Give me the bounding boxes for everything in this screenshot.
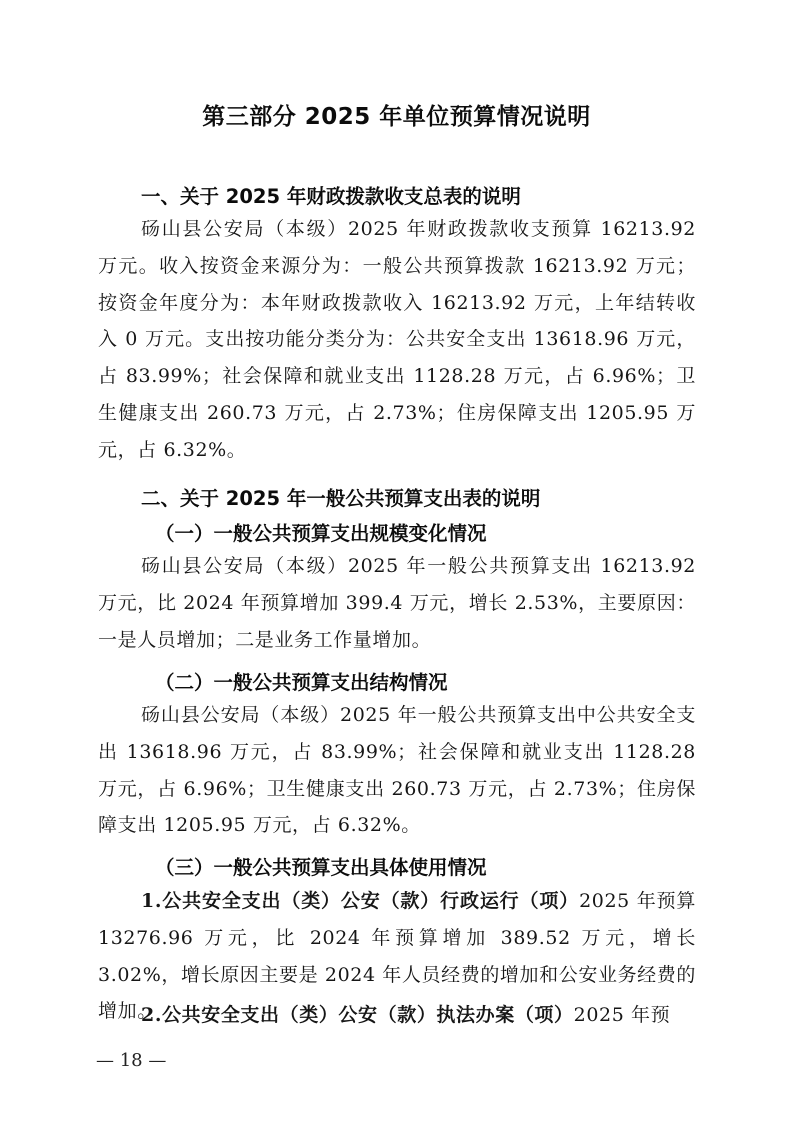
section-1-heading: 一、关于 2025 年财政拨款收支总表的说明 [141,185,521,208]
section-2-heading: 二、关于 2025 年一般公共预算支出表的说明 [141,487,541,510]
page-title: 第三部分 2025 年单位预算情况说明 [202,104,591,130]
page-number: — 18 — [96,1050,167,1071]
item-2-text: 2025 年预 [573,1004,671,1026]
subsection-1-heading: （一）一般公共预算支出规模变化情况 [155,522,487,545]
item-1-lead: 1.公共安全支出（类）公安（款）行政运行（项） [141,890,580,912]
section-1-paragraph: 砀山县公安局（本级）2025 年财政拨款收支预算 16213.92 万元。收入按资金来源分为：一般公共预算拨款 16213.92 万元；按资金年度分为：本年财政拨款收入 16213.92 万元，上年结转收入 0 万元。支出按功能分类分为：公共安全支出 13618.96 万元，占 83.99%；社会保障和就业支出 1128.28 万元，占 6.96%；卫生健康支出 260.73 万元，占 2.73%；住房保障支出 1205.95 万元，占 6.32%。 [98,218,696,461]
item-1-text: 2025 年预算 13276.96 万元，比 2024 年预算增加 389.52 万元，增长 3.02%，增长原因主要是 2024 年人员经费的增加和公安业务经费的增加。 [98,890,696,1023]
subsection-3-heading: （三）一般公共预算支出具体使用情况 [155,856,487,879]
subsection-1-paragraph: 砀山县公安局（本级）2025 年一般公共预算支出 16213.92 万元，比 2024 年预算增加 399.4 万元，增长 2.53%，主要原因：一是人员增加；二是业务工作量增加。 [98,555,696,651]
subsection-2-paragraph: 砀山县公安局（本级）2025 年一般公共预算支出中公共安全支出 13618.96 万元，占 83.99%；社会保障和就业支出 1128.28 万元，占 6.96%；卫生健康支出 260.73 万元，占 2.73%；住房保障支出 1205.95 万元，占 6.32%。 [98,704,696,837]
subsection-2-heading: （二）一般公共预算支出结构情况 [155,671,448,694]
subsection-3-item-2 [98,997,696,1034]
item-2-lead: 2.公共安全支出（类）公安（款）执法办案（项） [141,1004,574,1026]
